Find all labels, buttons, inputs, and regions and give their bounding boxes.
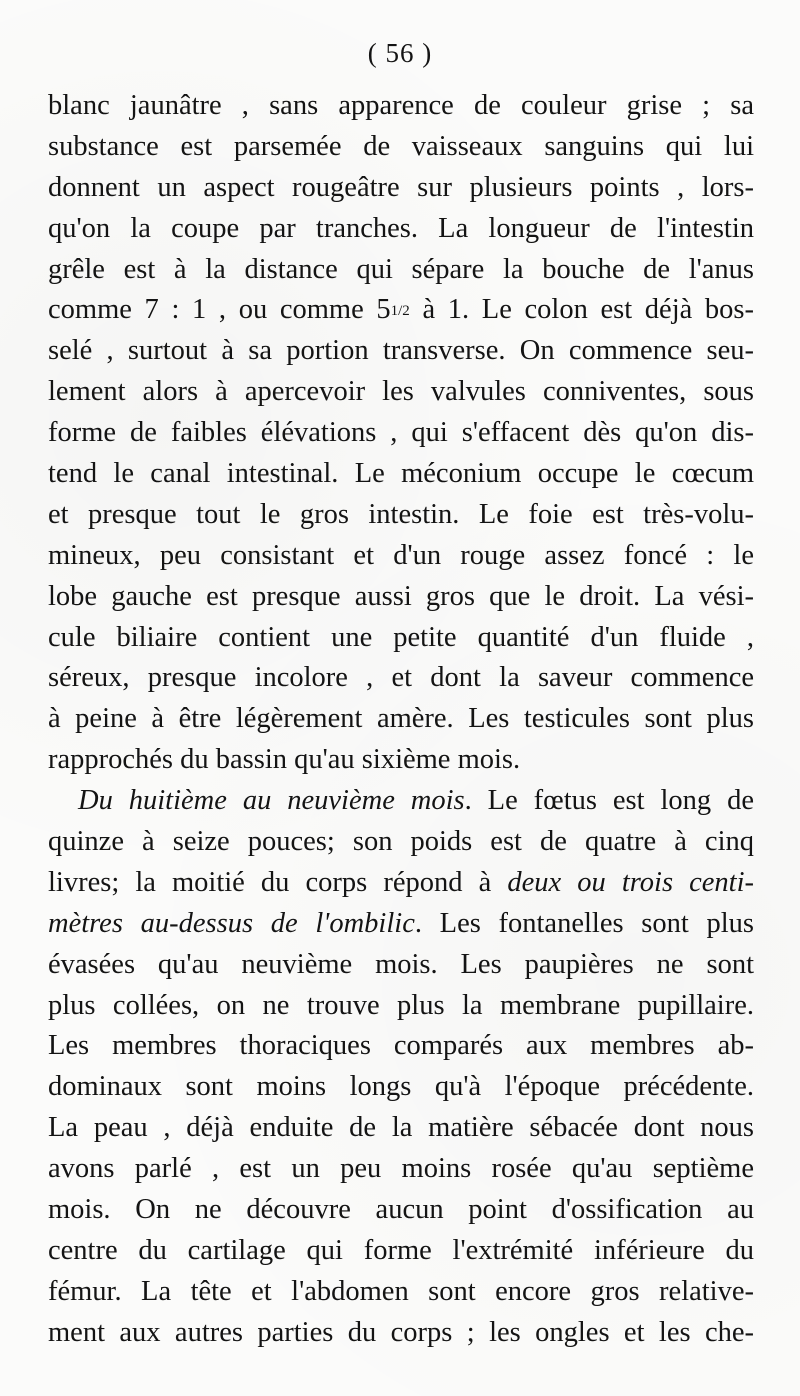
text-segment: comme 7 : 1 , ou comme 5: [48, 294, 391, 326]
text-segment: . Le fœtus est long de: [464, 785, 754, 817]
body-text: [48, 86, 754, 1354]
text-line: mois. On ne découvre aucun point d'ossification au: [48, 1194, 754, 1226]
text-line: tend le canal intestinal. Le méconium occupe le cœcum: [48, 458, 754, 490]
text-line: fémur. La tête et l'abdomen sont encore gros relative-: [48, 1275, 754, 1307]
section-heading: Du huitième au neuvième mois: [78, 785, 465, 817]
text-line: grêle est à la distance qui sépare la bouche de l'anus: [48, 253, 754, 285]
text-line: avons parlé , est un peu moins rosée qu'au septième: [48, 1153, 754, 1185]
text-line: forme de faibles élévations , qui s'effacent dès qu'on dis-: [48, 417, 754, 449]
text-line: séreux, presque incolore , et dont la saveur commence: [48, 662, 754, 694]
text-line: plus collées, on ne trouve plus la membrane pupillaire.: [48, 989, 754, 1021]
text-line: qu'on la coupe par tranches. La longueur de l'intestin: [48, 212, 754, 244]
text-line: substance est parsemée de vaisseaux sanguins qui lui: [48, 130, 754, 162]
text-line: [48, 904, 754, 945]
text-line: évasées qu'au neuvième mois. Les paupières ne sont: [48, 948, 754, 980]
text-segment: livres; la moitié du corps répond à: [48, 866, 508, 898]
text-line: à peine à être légèrement amère. Les testicules sont plus: [48, 703, 754, 735]
text-line: [48, 863, 754, 904]
text-line: quinze à seize pouces; son poids est de quatre à cinq: [48, 826, 754, 858]
page-number: ( 56 ): [367, 38, 433, 68]
text-line: dominaux sont moins longs qu'à l'époque précédente.: [48, 1071, 754, 1103]
text-line: [48, 290, 754, 331]
text-line: ment aux autres parties du corps ; les ongles et les che-: [48, 1316, 754, 1348]
text-line: rapprochés du bassin qu'au sixième mois.: [48, 744, 521, 776]
text-line: mineux, peu consistant et d'un rouge assez foncé : le: [48, 539, 754, 571]
text-line: Les membres thoraciques comparés aux membres ab-: [48, 1030, 754, 1062]
text-line: et presque tout le gros intestin. Le foie est très-volu-: [48, 498, 754, 530]
text-line: lobe gauche est presque aussi gros que le droit. La vési-: [48, 580, 754, 612]
text-segment: à 1. Le colon est déjà bos-: [409, 294, 754, 326]
text-line: selé , surtout à sa portion transverse. On commence seu-: [48, 335, 754, 367]
italic-segment: mètres au-dessus de l'ombilic: [48, 907, 415, 939]
text-line: blanc jaunâtre , sans apparence de couleur grise ; sa: [48, 90, 754, 121]
text-line: cule biliaire contient une petite quantité d'un fluide ,: [48, 621, 754, 653]
italic-segment: deux ou trois centi-: [507, 866, 755, 898]
fraction: 1/2: [390, 303, 410, 320]
text-line: donnent un aspect rougeâtre sur plusieurs points , lors-: [48, 171, 754, 203]
text-line: centre du cartilage qui forme l'extrémité inférieure du: [48, 1234, 754, 1266]
text-line: [48, 781, 754, 822]
text-line: La peau , déjà enduite de la matière sébacée dont nous: [48, 1112, 754, 1144]
text-segment: . Les fontanelles sont plus: [414, 907, 754, 939]
text-line: lement alors à apercevoir les valvules conniventes, sous: [48, 376, 754, 408]
